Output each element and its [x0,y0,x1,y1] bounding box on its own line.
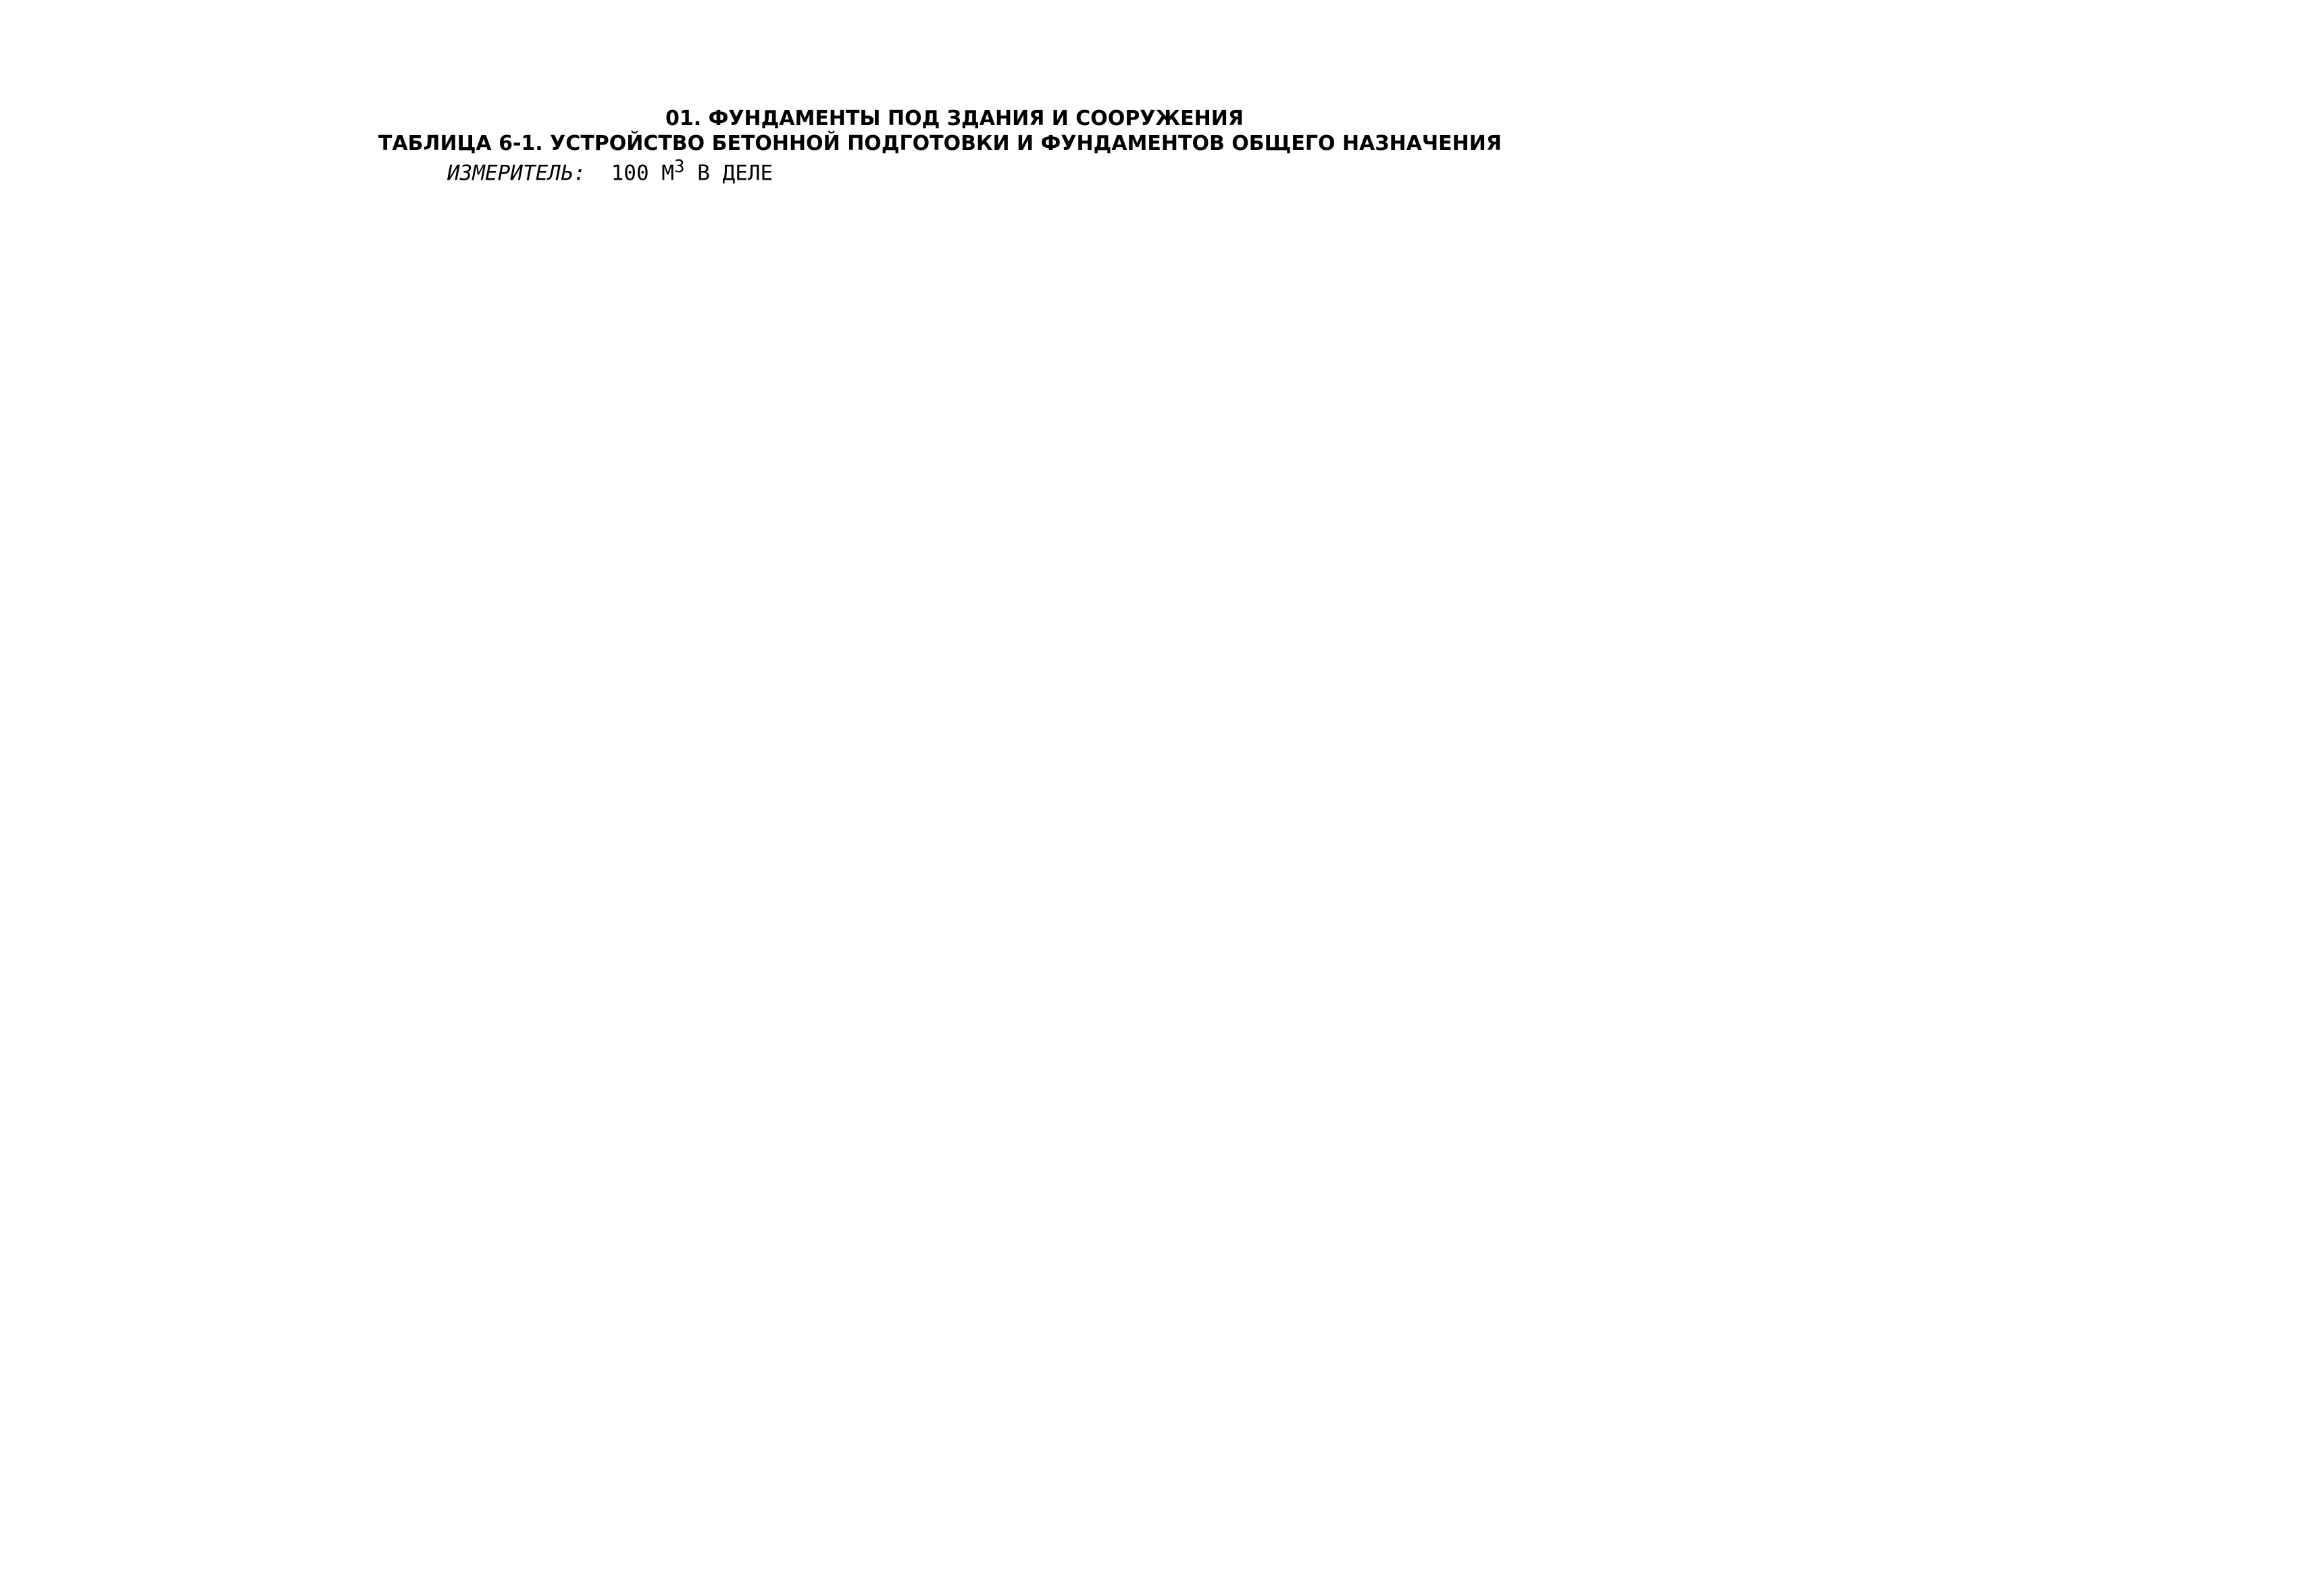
meter-value: 100 М [611,161,674,186]
meter-line [447,157,773,185]
meter-suffix: В ДЕЛЕ [697,161,773,186]
meter-label: ИЗМЕРИТЕЛЬ: [447,161,586,186]
meter-exponent: 3 [673,157,685,177]
table-title: ТАБЛИЦА 6-1. УСТРОЙСТВО БЕТОННОЙ ПОДГОТОВКИ И ФУНДАМЕНТОВ ОБЩЕГО НАЗНАЧЕНИЯ [378,132,1502,155]
section-title: 01. ФУНДАМЕНТЫ ПОД ЗДАНИЯ И СООРУЖЕНИЯ [665,107,1244,130]
